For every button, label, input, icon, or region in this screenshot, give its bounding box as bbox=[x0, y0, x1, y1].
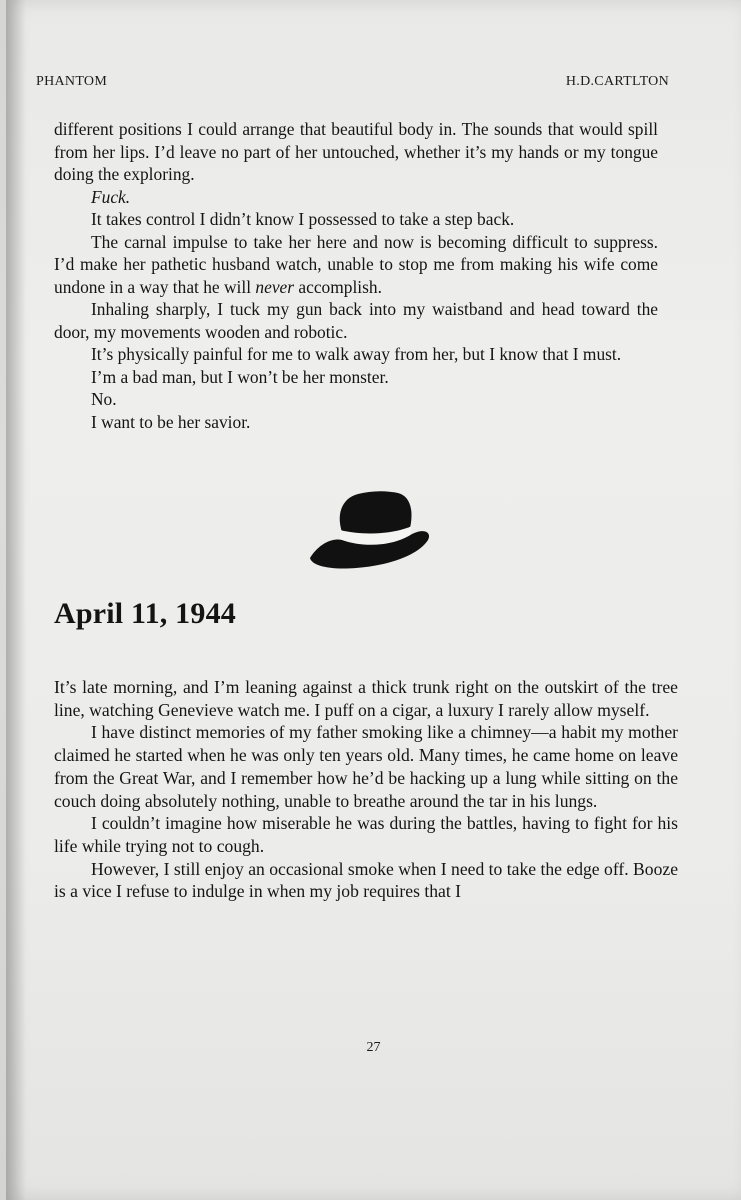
italic-emphasis: never bbox=[255, 276, 295, 297]
text-block-top bbox=[54, 118, 658, 433]
paragraph: However, I still enjoy an occasional smoke when I need to take the edge off. Booze is a vice I refuse to indulge in when my job requires that I bbox=[54, 858, 678, 902]
paragraph: Inhaling sharply, I tuck my gun back into my waistband and head toward the door, my movements wooden and robotic. bbox=[54, 299, 658, 342]
italic-exclamation: Fuck. bbox=[91, 186, 131, 207]
chapter-title: April 11, 1944 bbox=[54, 597, 236, 630]
book-page bbox=[6, 0, 741, 1200]
paragraph bbox=[54, 231, 658, 299]
paragraph bbox=[54, 186, 658, 209]
gutter-shadow bbox=[6, 0, 26, 1200]
paragraph: I couldn’t imagine how miserable he was during the battles, having to fight for his life while trying not to cough. bbox=[54, 813, 678, 856]
paragraph: It’s physically painful for me to walk away from her, but I know that I must. bbox=[91, 344, 622, 364]
running-header-title: PHANTOM bbox=[36, 74, 108, 89]
text-run: accomplish. bbox=[294, 276, 382, 297]
paragraph: I’m a bad man, but I won’t be her monster. bbox=[91, 366, 389, 387]
paragraph: I have distinct memories of my father smoking like a chimney—a habit my mother claimed he started when he was only ten years old. Many times, he came home on leave from the Great War, and I remember how he’d be hacking up a lung while sitting on the couch doing absolutely nothing, unable to breathe around the tar in his lungs. bbox=[54, 722, 678, 811]
text-run: The carnal impulse to take her here and now is becoming difficult to suppress. I’d make her pathetic husband watch, unable to stop me from making his wife come undone in a way that he will bbox=[54, 231, 658, 297]
paragraph: It takes control I didn’t know I possessed to take a step back. bbox=[91, 209, 515, 229]
page-number: 27 bbox=[366, 1040, 381, 1055]
text-block-bottom bbox=[54, 676, 678, 903]
fedora-hat-icon bbox=[306, 486, 434, 572]
paragraph: No. bbox=[91, 389, 117, 409]
paragraph: It’s late morning, and I’m leaning against a thick trunk right on the outskirt of the tree line, watching Genevieve watch me. I puff on a cigar, a luxury I rarely allow myself. bbox=[54, 677, 678, 720]
paragraph: I want to be her savior. bbox=[91, 411, 251, 432]
running-header-author: H.D.CARTLTON bbox=[565, 74, 669, 89]
paragraph: different positions I could arrange that beautiful body in. The sounds that would spill from her lips. I’d leave no part of her untouched, whether it’s my hands or my tongue doing the exploring. bbox=[54, 119, 658, 184]
